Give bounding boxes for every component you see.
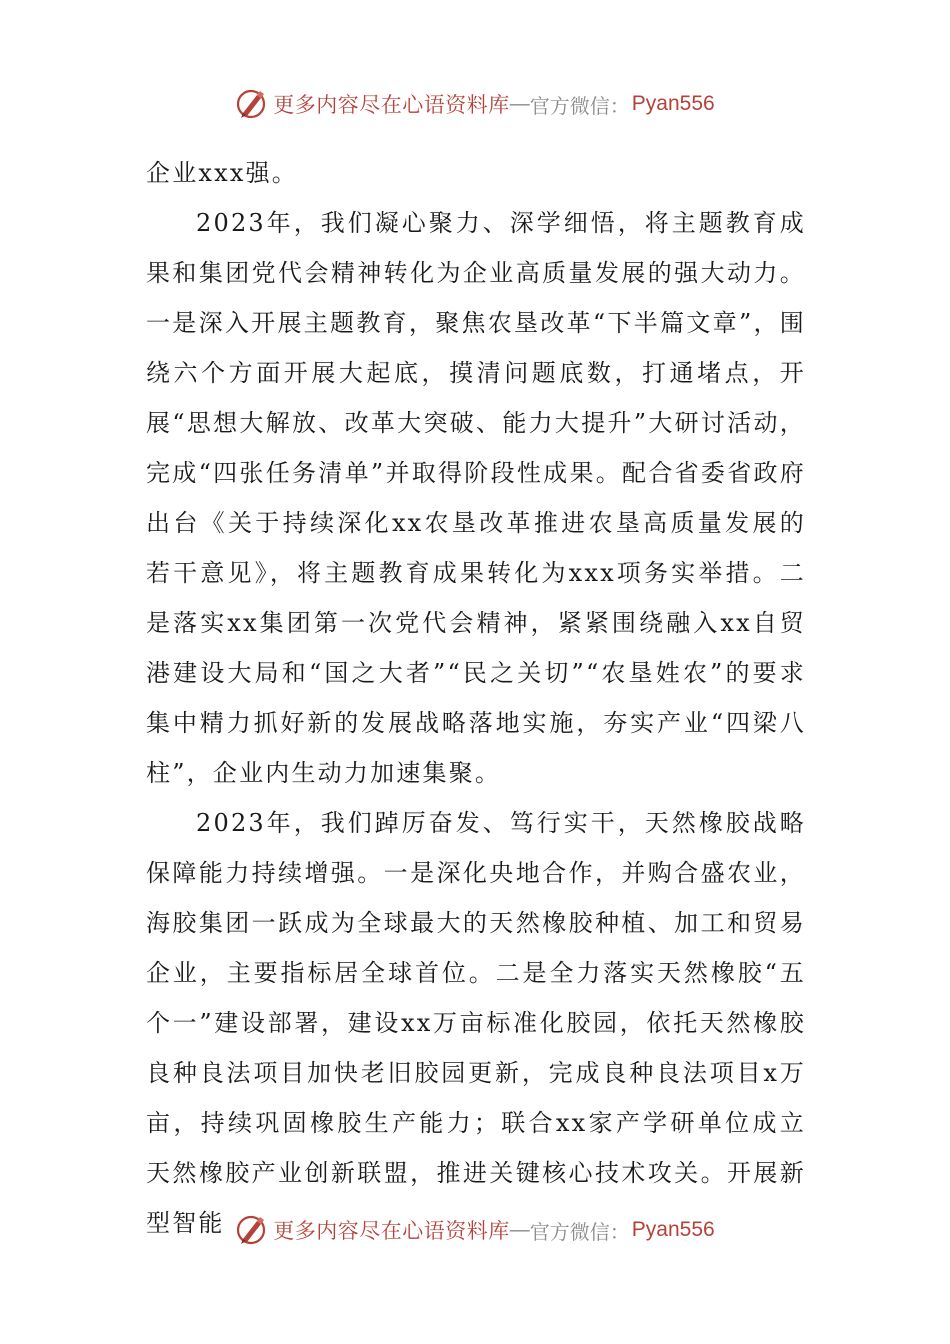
pen-logo-icon: [235, 1213, 269, 1247]
document-body: [146, 148, 806, 1248]
banner-main-text: 更多内容尽在心语资料库: [273, 1219, 510, 1243]
banner-separator: —: [509, 92, 530, 115]
banner-wechat-id: Pyan556: [631, 92, 715, 115]
paragraph-natural-rubber: 2023年，我们踔厉奋发、笃行实干，天然橡胶战略保障能力持续增强。一是深化央地合作，并购合盛农业，海胶集团一跃成为全球最大的天然橡胶种植、加工和贸易企业，主要指标居全球首位。二是全力落实天然橡胶“五个一”建设部署，建设xx万亩标准化胶园，依托天然橡胶良种良法项目加快老旧胶园更新，完成良种良法项目x万亩，持续巩固橡胶生产能力；联合xx家产学研单位成立天然橡胶产业创新联盟，推进关键核心技术攻关。开展新型智能: [146, 809, 806, 1237]
paragraph-theme-education: 2023年，我们凝心聚力、深学细悟，将主题教育成果和集团党代会精神转化为企业高质量发展的强大动力。一是深入开展主题教育，聚焦农垦改革“下半篇文章”，围绕六个方面开展大起底，摸清问题底数，打通堵点，开展“思想大解放、改革大突破、能力大提升”大研讨活动，完成“四张任务清单”并取得阶段性成果。配合省委省政府出台《关于持续深化xx农垦改革推进农垦高质量发展的若干意见》，将主题教育成果转化为xxx项务实举措。二是落实xx集团第一次党代会精神，紧紧围绕融入xx自贸港建设大局和“国之大者”“民之关切”“农垦姓农”的要求集中精力抓好新的发展战略落地实施，夯实产业“四梁八柱”，企业内生动力加速集聚。: [146, 209, 806, 787]
paragraph-continuation: 企业xxx强。: [146, 159, 299, 187]
banner-wechat-label: 官方微信：: [529, 1219, 630, 1244]
banner-wechat-id: Pyan556: [631, 1218, 715, 1241]
banner-separator: —: [509, 1218, 530, 1241]
banner-main-text: 更多内容尽在心语资料库: [273, 93, 510, 117]
header-banner: [0, 84, 950, 124]
footer-banner: [0, 1210, 950, 1250]
pen-logo-icon: [235, 87, 269, 121]
banner-wechat-label: 官方微信：: [529, 93, 630, 118]
